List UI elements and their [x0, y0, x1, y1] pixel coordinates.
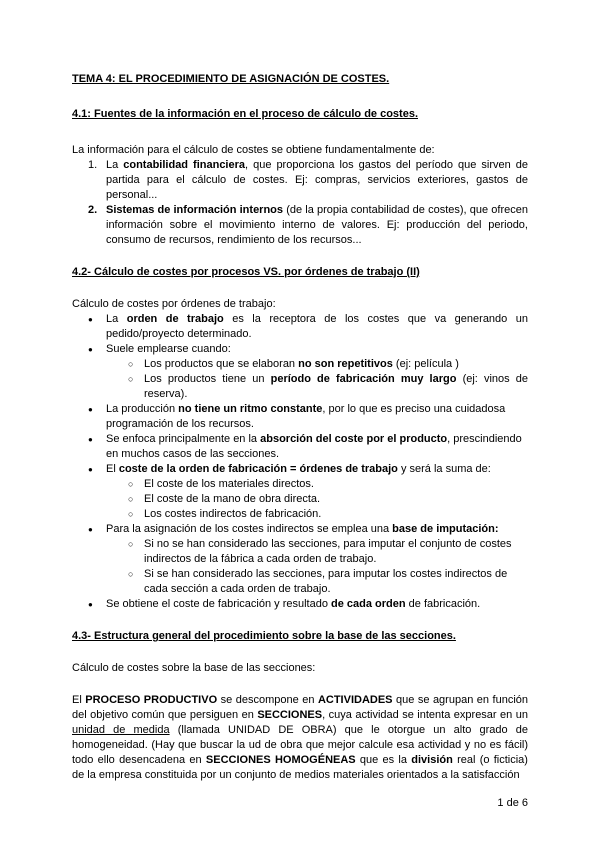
document-page	[72, 68, 528, 783]
list-item: ● Se obtiene el coste de fabricación y resultado de cada orden de fabricación.	[72, 597, 528, 612]
bullet-icon	[88, 402, 93, 417]
circle-bullet-icon	[128, 357, 133, 372]
section-4-1-intro: La información para el cálculo de costes se obtiene fundamentalmente de:	[72, 144, 435, 156]
list-item: ● El coste de la orden de fabricación = órdenes de trabajo y será la suma de:	[72, 462, 528, 477]
section-4-2-intro: Cálculo de costes por órdenes de trabajo:	[72, 298, 276, 310]
section-4-3-heading: 4.3- Estructura general del procedimiento sobre la base de las secciones.	[72, 630, 456, 642]
sub-list-item: ○ Si se han considerado las secciones, para imputar los costes indirectos de cada sección a cada orden de trabajo.	[72, 567, 528, 597]
section-4-3-intro: Cálculo de costes sobre la base de las secciones:	[72, 662, 316, 674]
sub-list-item: ○ Los costes indirectos de fabricación.	[72, 507, 528, 522]
sub-list-item: ○ Si no se han considerado las secciones, para imputar el conjunto de costes indirectos de la fábrica a cada orden de trabajo.	[72, 537, 528, 567]
sub-list-item: ○ Los productos que se elaboran no son repetitivos (ej: película )	[72, 357, 528, 372]
orders-bullet-list	[72, 312, 528, 612]
list-item: 2. Sistemas de información internos (de la propia contabilidad de costes), que ofrecen información sobre el movimiento interno de valores. Ej: producción del periodo, consumo de recursos, rendimiento de los recursos...	[88, 204, 528, 246]
circle-bullet-icon	[128, 492, 133, 507]
bullet-icon	[88, 597, 93, 612]
list-item: ● Para la asignación de los costes indirectos se emplea una base de imputación:	[72, 522, 528, 537]
list-item: ● Se enfoca principalmente en la absorción del coste por el producto, prescindiendo en muchos casos de las secciones.	[72, 432, 528, 462]
list-item: ● La producción no tiene un ritmo constante, por lo que es preciso una cuidadosa programación de los recursos.	[72, 402, 528, 432]
bullet-icon	[88, 342, 93, 357]
circle-bullet-icon	[128, 372, 133, 387]
bullet-icon	[88, 462, 93, 477]
circle-bullet-icon	[128, 537, 133, 552]
sub-list-item: ○ El coste de los materiales directos.	[72, 477, 528, 492]
section-4-1-heading: 4.1: Fuentes de la información en el proceso de cálculo de costes.	[72, 108, 418, 120]
bullet-icon	[88, 432, 93, 447]
circle-bullet-icon	[128, 477, 133, 492]
circle-bullet-icon	[128, 567, 133, 582]
sub-list-item: ○ Los productos tiene un período de fabricación muy largo (ej: vinos de reserva).	[72, 372, 528, 402]
sources-list	[72, 158, 528, 248]
list-number: 1.	[88, 159, 98, 171]
section-4-2-heading: 4.2- Cálculo de costes por procesos VS. por órdenes de trabajo (II)	[72, 266, 420, 278]
list-item: ● Suele emplearse cuando:	[72, 342, 528, 357]
page-number: 1 de 6	[497, 797, 528, 809]
page-title: TEMA 4: EL PROCEDIMIENTO DE ASIGNACIÓN DE COSTES.	[72, 73, 390, 85]
bullet-icon	[88, 522, 93, 537]
list-item: ● La orden de trabajo es la receptora de los costes que va generando un pedido/proyecto determinado.	[72, 312, 528, 342]
circle-bullet-icon	[128, 507, 133, 522]
sub-list-item: ○ El coste de la mano de obra directa.	[72, 492, 528, 507]
list-item: 1. La contabilidad financiera, que proporciona los gastos del período que sirven de partida para el cálculo de costes. Ej: compras, servicios exteriores, gastos de personal...	[88, 159, 528, 201]
bullet-icon	[88, 312, 93, 327]
list-number: 2.	[88, 204, 98, 216]
section-4-3-paragraph: El PROCESO PRODUCTIVO se descompone en ACTIVIDADES que se agrupan en función del objetivo común que persiguen en SECCIONES, cuya actividad se intenta expresar en un unidad de medida (llamada UNIDAD DE OBRA) que le otorgue un alto grado de homogeneidad. (Hay que buscar la ud de obra que mejor calcule esa actividad y no es fácil) todo ello desencadena en SECCIONES HOMOGÉNEAS que es la división real (o ficticia) de la empresa constituida por un conjunto de medios materiales orientados a la satisfacción	[72, 694, 529, 781]
